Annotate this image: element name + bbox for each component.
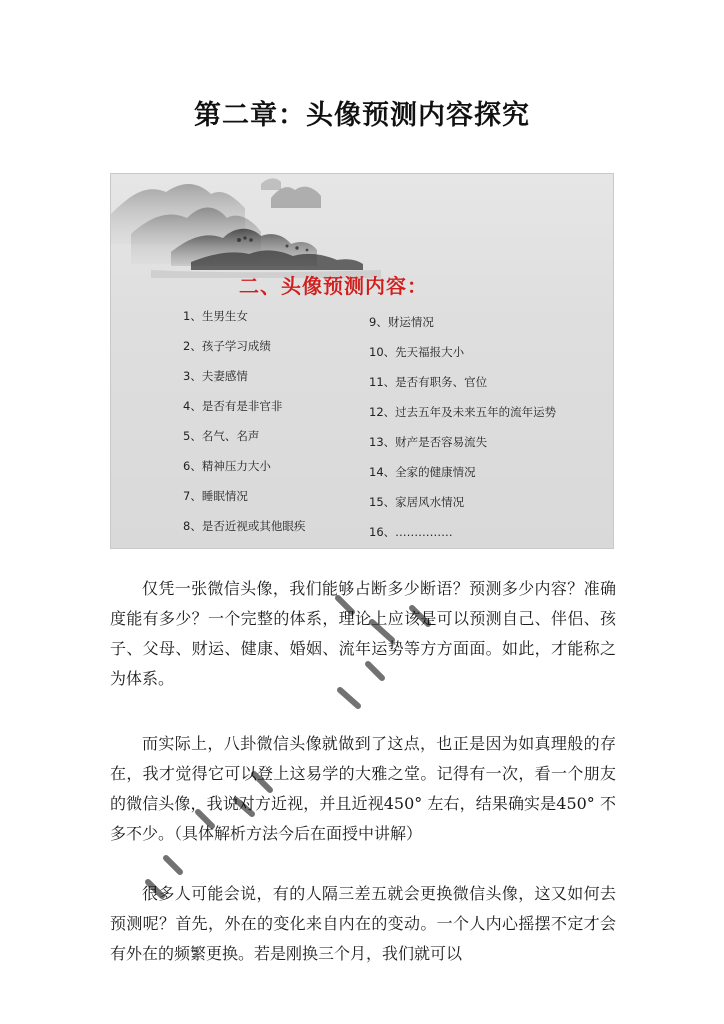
list-item: 16、…………… [369,525,453,539]
chapter-title: 第二章：头像预测内容探究 [194,100,530,131]
list-item: 14、全家的健康情况 [369,465,476,479]
content-list-right [369,307,556,547]
content-list-figure [110,173,614,549]
list-item: 12、过去五年及未来五年的流年运势 [369,405,557,419]
list-item: 8、是否近视或其他眼疾 [183,519,306,533]
figure-title: 二、头像预测内容： [239,274,428,298]
list-item: 13、财产是否容易流失 [369,435,488,449]
list-item: 1、生男生女 [183,309,248,323]
content-list-left [183,301,305,541]
list-item: 5、名气、名声 [183,429,260,443]
list-item: 15、家居风水情况 [369,495,465,509]
paragraph-1: 仅凭一张微信头像，我们能够占断多少断语？预测多少内容？准确度能有多少？一个完整的体系，理论上应该是可以预测自己、伴侣、孩子、父母、财运、健康、婚姻、流年运势等方方面面。如此，才能称之为体系。 [110,579,616,688]
list-item: 7、睡眠情况 [183,489,248,503]
list-item: 10、先天福报大小 [369,345,465,359]
list-item: 11、是否有职务、官位 [369,375,488,389]
list-item: 2、孩子学习成绩 [183,339,271,353]
list-item: 6、精神压力大小 [183,459,271,473]
list-item: 9、财运情况 [369,315,434,329]
list-item: 4、是否有是非官非 [183,399,283,413]
paragraph-3: 很多人可能会说，有的人隔三差五就会更换微信头像，这又如何去预测呢？首先，外在的变化来自内在的变动。一个人内心摇摆不定才会有外在的频繁更换。若是刚换三个月，我们就可以 [110,884,616,963]
paragraph-2: 而实际上，八卦微信头像就做到了这点，也正是因为如真理般的存在，我才觉得它可以登上这易学的大雅之堂。记得有一次，看一个朋友的微信头像，我说对方近视，并且近视450° 左右，结果确实是450° 不多不少。（具体解析方法今后在面授中讲解） [110,734,616,843]
list-item: 3、夫妻感情 [183,369,248,383]
